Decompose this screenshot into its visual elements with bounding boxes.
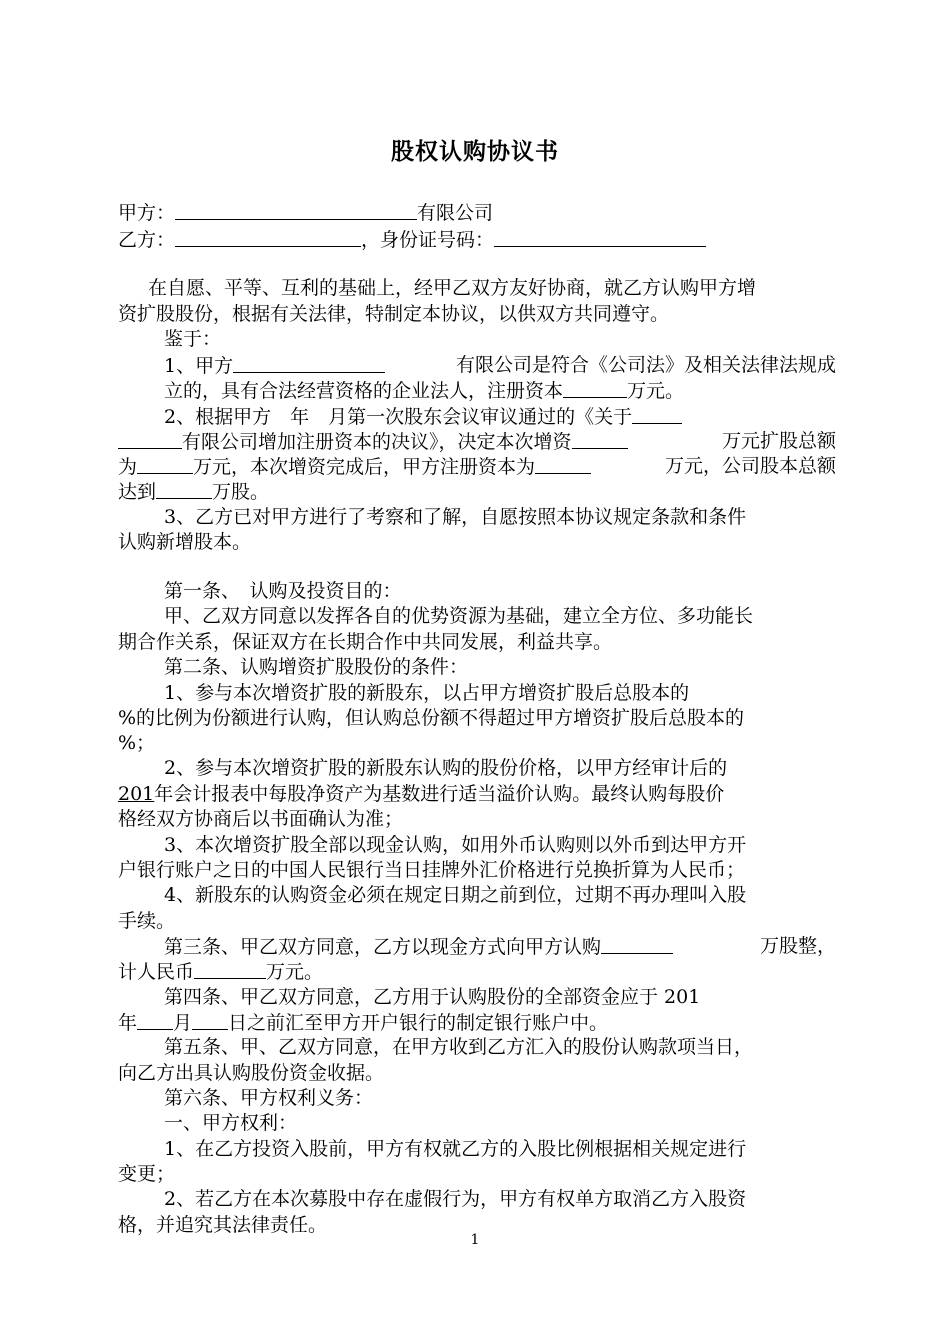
shares-amount-blank[interactable] (601, 934, 673, 954)
resolution-blank-2[interactable] (118, 429, 182, 449)
article-5-line-2: 向乙方出具认购股份资金收据。 (118, 1062, 385, 1084)
total-shares-blank[interactable] (156, 479, 212, 499)
article-2-item-1-line-3: %； (118, 732, 156, 754)
resolution-blank-1[interactable] (632, 404, 682, 424)
article-1-line-1: 甲、乙双方同意以发挥各自的优势资源为基础，建立全方位、多功能长 (164, 605, 754, 627)
intro-line-1: 在自愿、平等、互利的基础上，经甲乙双方友好协商，就乙方认购甲方增 (148, 277, 757, 299)
whereas-2-line-2: 有限公司增加注册资本的决议》，决定本次增资 万元扩股总额 (118, 429, 836, 454)
new-registered-capital-blank[interactable] (535, 454, 591, 474)
intro-line-2: 资扩股股份，根据有关法律，特制定本协议，以供双方共同遵守。 (118, 303, 670, 325)
article-3-line-1: 第三条、甲乙双方同意，乙方以现金方式向甲方认购 万股整， (164, 935, 836, 958)
article-6-item-1-line-2: 变更； (118, 1163, 176, 1185)
article-2-item-1-line-2: %的比例为份额进行认购，但认购总份额不得超过甲方增资扩股后总股本的 (118, 707, 745, 729)
article-2-item-2-line-2: 201年会计报表中每股净资产为基数进行适当溢价认购。最终认购每股价 (118, 783, 725, 805)
whereas-1-line-2: 立的，具有合法经营资格的企业法人，注册资本 万元。 (164, 380, 685, 402)
article-6-item-2-line-2: 格，并追究其法律责任。 (118, 1214, 328, 1236)
party-a-line: 甲方： 有限公司 (118, 202, 494, 224)
article-2-item-1-line-1: 1、参与本次增资扩股的新股东，以占甲方增资扩股后总股本的 (164, 682, 690, 704)
party-a-blank[interactable] (175, 200, 417, 220)
whereas-2-line-1: 2、根据甲方 年 月第一次股东会议审议通过的《关于 (164, 404, 682, 429)
article-2-item-4-line-2: 手续。 (118, 910, 176, 932)
article-4-line-1: 第四条、甲乙双方同意，乙方用于认购股份的全部资金应于 201 (164, 986, 701, 1008)
whereas-3-line-2: 认购新增股本。 (118, 531, 252, 553)
page-number: 1 (470, 1232, 480, 1248)
article-2-item-2-line-3: 格经双方协商后以书面确认为准； (118, 808, 404, 830)
whereas-1-line-1: 1、甲方 有限公司是符合《公司法》及相关法律法规成 (164, 354, 836, 377)
article-1-line-2: 期合作关系，保证双方在长期合作中共同发展，利益共享。 (118, 631, 613, 653)
article-2-item-3-line-2: 户银行账户之日的中国人民银行当日挂牌外汇价格进行兑换折算为人民币； (118, 859, 746, 881)
article-1-title: 第一条、 认购及投资目的： (164, 580, 402, 602)
registered-capital-blank[interactable] (563, 378, 627, 398)
party-b-name-blank[interactable] (175, 227, 361, 247)
day-blank[interactable] (192, 1010, 228, 1030)
article-6-item-1-line-1: 1、在乙方投资入股前，甲方有权就乙方的入股比例根据相关规定进行 (164, 1138, 747, 1160)
article-2-title: 第二条、认购增资扩股股份的条件： (164, 656, 469, 678)
rmb-amount-blank[interactable] (194, 959, 266, 979)
whereas-3-line-1: 3、乙方已对甲方进行了考察和了解，自愿按照本协议规定条款和条件 (164, 506, 747, 528)
article-3-line-2: 计人民币 万元。 (118, 961, 324, 983)
expansion-total-blank[interactable] (137, 454, 193, 474)
whereas-2-line-4: 达到 万股。 (118, 481, 270, 503)
capital-increase-blank[interactable] (572, 429, 628, 449)
article-2-item-4-line-1: 4、新股东的认购资金必须在规定日期之前到位，过期不再办理叫入股 (164, 884, 747, 906)
article-6-item-2-line-1: 2、若乙方在本次募股中存在虚假行为，甲方有权单方取消乙方入股资 (164, 1188, 747, 1210)
party-b-id-blank[interactable] (494, 227, 706, 247)
article-2-item-3-line-1: 3、本次增资扩股全部以现金认购，如用外币认购则以外币到达甲方开 (164, 834, 747, 856)
article-2-item-2-line-1: 2、参与本次增资扩股的新股东认购的股份价格，以甲方经审计后的 (164, 757, 728, 779)
article-6-title: 第六条、甲方权利义务： (164, 1087, 374, 1109)
article-6-subheading: 一、甲方权利： (164, 1112, 298, 1134)
party-a-name-blank[interactable] (233, 353, 385, 373)
article-4-line-2: 年 月 日之前汇至甲方开户银行的制定银行账户中。 (118, 1012, 609, 1034)
party-b-line: 乙方： ，身份证号码： (118, 227, 706, 252)
whereas-2-line-3: 为 万元，本次增资完成后，甲方注册资本为 万元，公司股本总额 (118, 455, 836, 478)
article-5-line-1: 第五条、甲、乙双方同意，在甲方收到乙方汇入的股份认购款项当日， (164, 1036, 754, 1058)
document-title: 股权认购协议书 (391, 138, 559, 165)
whereas-heading: 鉴于： (164, 328, 222, 350)
month-blank[interactable] (137, 1010, 173, 1030)
